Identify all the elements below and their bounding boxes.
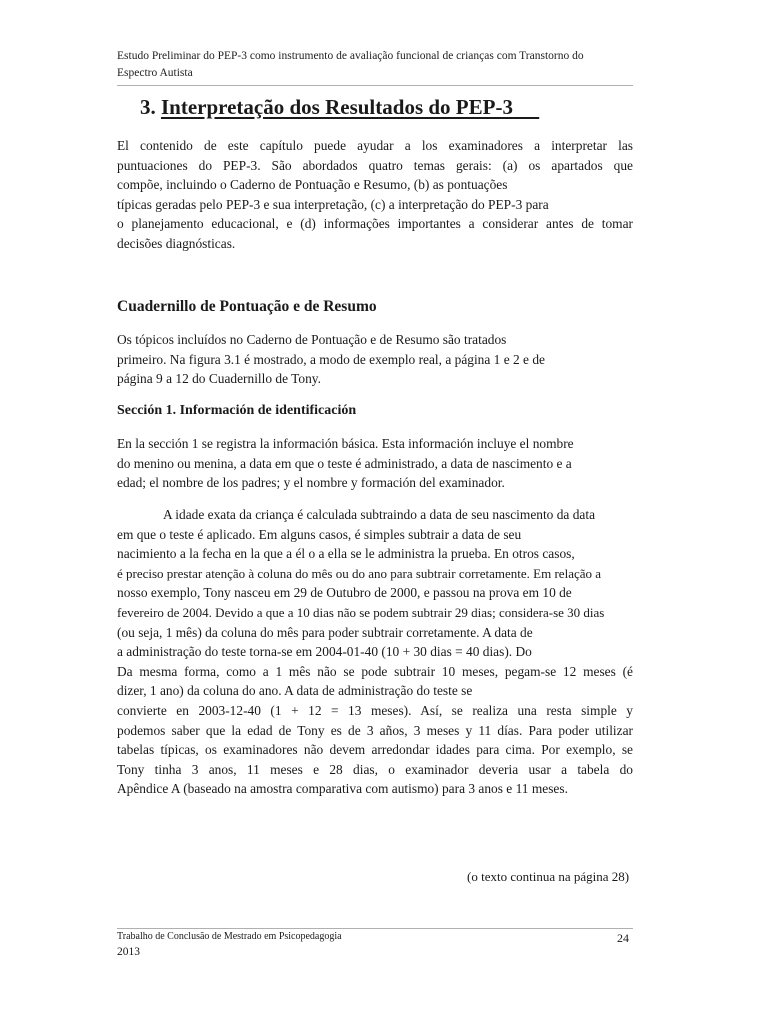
section-paragraph [117,330,545,389]
footer-year: 2013 [117,946,140,958]
footer-rule [117,928,633,929]
text-line: página 9 a 12 do Cuadernillo de Tony. [117,371,321,387]
text-line: Da mesma forma, como a 1 mês não se pode subtrair 10 meses, pegam-se 12 meses (é [117,663,633,679]
text-line: Os tópicos incluídos no Caderno de Pontuação e de Resumo são tratados [117,332,507,347]
text-line: em que o teste é aplicado. Em alguns casos, é simples subtrair a data de seu [117,526,522,542]
chapter-title [140,93,539,121]
footer-title: Trabalho de Conclusão de Mestrado em Psicopedagogia [117,931,342,942]
text-line: tabelas típicas, os examinadores não devem arredondar idades para cima. Por exemplo, se [117,742,633,758]
text-line: convierte en 2003-12-40 (1 + 12 = 13 meses). Así, se realiza una resta simple y [117,702,633,718]
text-line: típicas geradas pelo PEP-3 e sua interpretação, (c) a interpretação do PEP-3 para [117,196,549,212]
text-line: (ou seja, 1 mês) da coluna do mês para poder subtrair corretamente. A data de [117,624,533,640]
running-header [117,48,633,82]
text-line: do menino ou menina, a data em que o teste é administrado, a data de nascimento e a [117,455,572,471]
running-header-line: Estudo Preliminar do PEP-3 como instrumento de avaliação funcional de crianças com Transtorno do [117,50,584,62]
text-line: dizer, 1 ano) da coluna do ano. A data de administração do teste se [117,683,473,699]
text-line: decisões diagnósticas. [117,235,236,251]
text-line: nosso exemplo, Tony nasceu em 29 de Outubro de 2000, e passou na prova em 10 de [117,585,572,601]
text-line: compõe, incluindo o Caderno de Pontuação e Resumo, (b) as pontuações [117,177,508,193]
continuation-note: (o texto continua na página 28) [467,869,630,884]
text-line: edad; el nombre de los padres; y el nombre y formación del examinador. [117,475,505,491]
text-line: é preciso prestar atenção à coluna do mês ou do ano para subtrair corretamente. Em relação a [117,565,602,581]
text-line: A idade exata da criança é calculada subtraindo a data de seu nascimento da data [163,507,596,522]
intro-paragraph [117,136,633,254]
running-header-line: Espectro Autista [117,67,193,79]
text-line: Apêndice A (baseado na amostra comparativa com autismo) para 3 anos e 11 meses. [117,781,568,797]
text-line: nacimiento a la fecha en la que a él o a ella se le administra la prueba. En otros casos, [117,546,575,562]
text-line: primeiro. Na figura 3.1 é mostrado, a modo de exemplo real, a página 1 e 2 e de [117,351,545,367]
text-line: fevereiro de 2004. Devido a que a 10 dias não se podem subtrair 29 dias; considera-se 30 dias [117,604,605,620]
chapter-number: 3. [140,95,156,119]
text-line: podemos saber que la edad de Tony es de 3 años, 3 meses y 11 días. Para poder utilizar [117,722,633,738]
page-number: 24 [617,931,629,945]
text-line: o planejamento educacional, e (d) informações importantes a considerar antes de tomar [117,216,633,232]
header-rule [117,85,633,86]
text-line: a administração do teste torna-se em 2004-01-40 (10 + 30 dias = 40 dias). Do [117,644,532,660]
chapter-title-text: Interpretação dos Resultados do PEP-3 [161,95,513,119]
text-line: En la sección 1 se registra la información básica. Esta información incluye el nombre [117,436,574,451]
text-line: El contenido de este capítulo puede ayudar a los examinadores a interpretar las [117,138,633,153]
section-heading: Cuadernillo de Pontuação e de Resumo [117,298,377,315]
text-line: Tony tinha 3 anos, 11 meses e 28 dias, o examinador deveria usar a tabela do [117,761,633,777]
text-line: puntuaciones do PEP-3. São abordados quatro temas gerais: (a) os apartados que [117,157,633,173]
subsection-paragraph-2 [117,505,633,799]
subsection-heading: Sección 1. Información de identificación [117,403,357,418]
subsection-paragraph-1 [117,434,574,493]
